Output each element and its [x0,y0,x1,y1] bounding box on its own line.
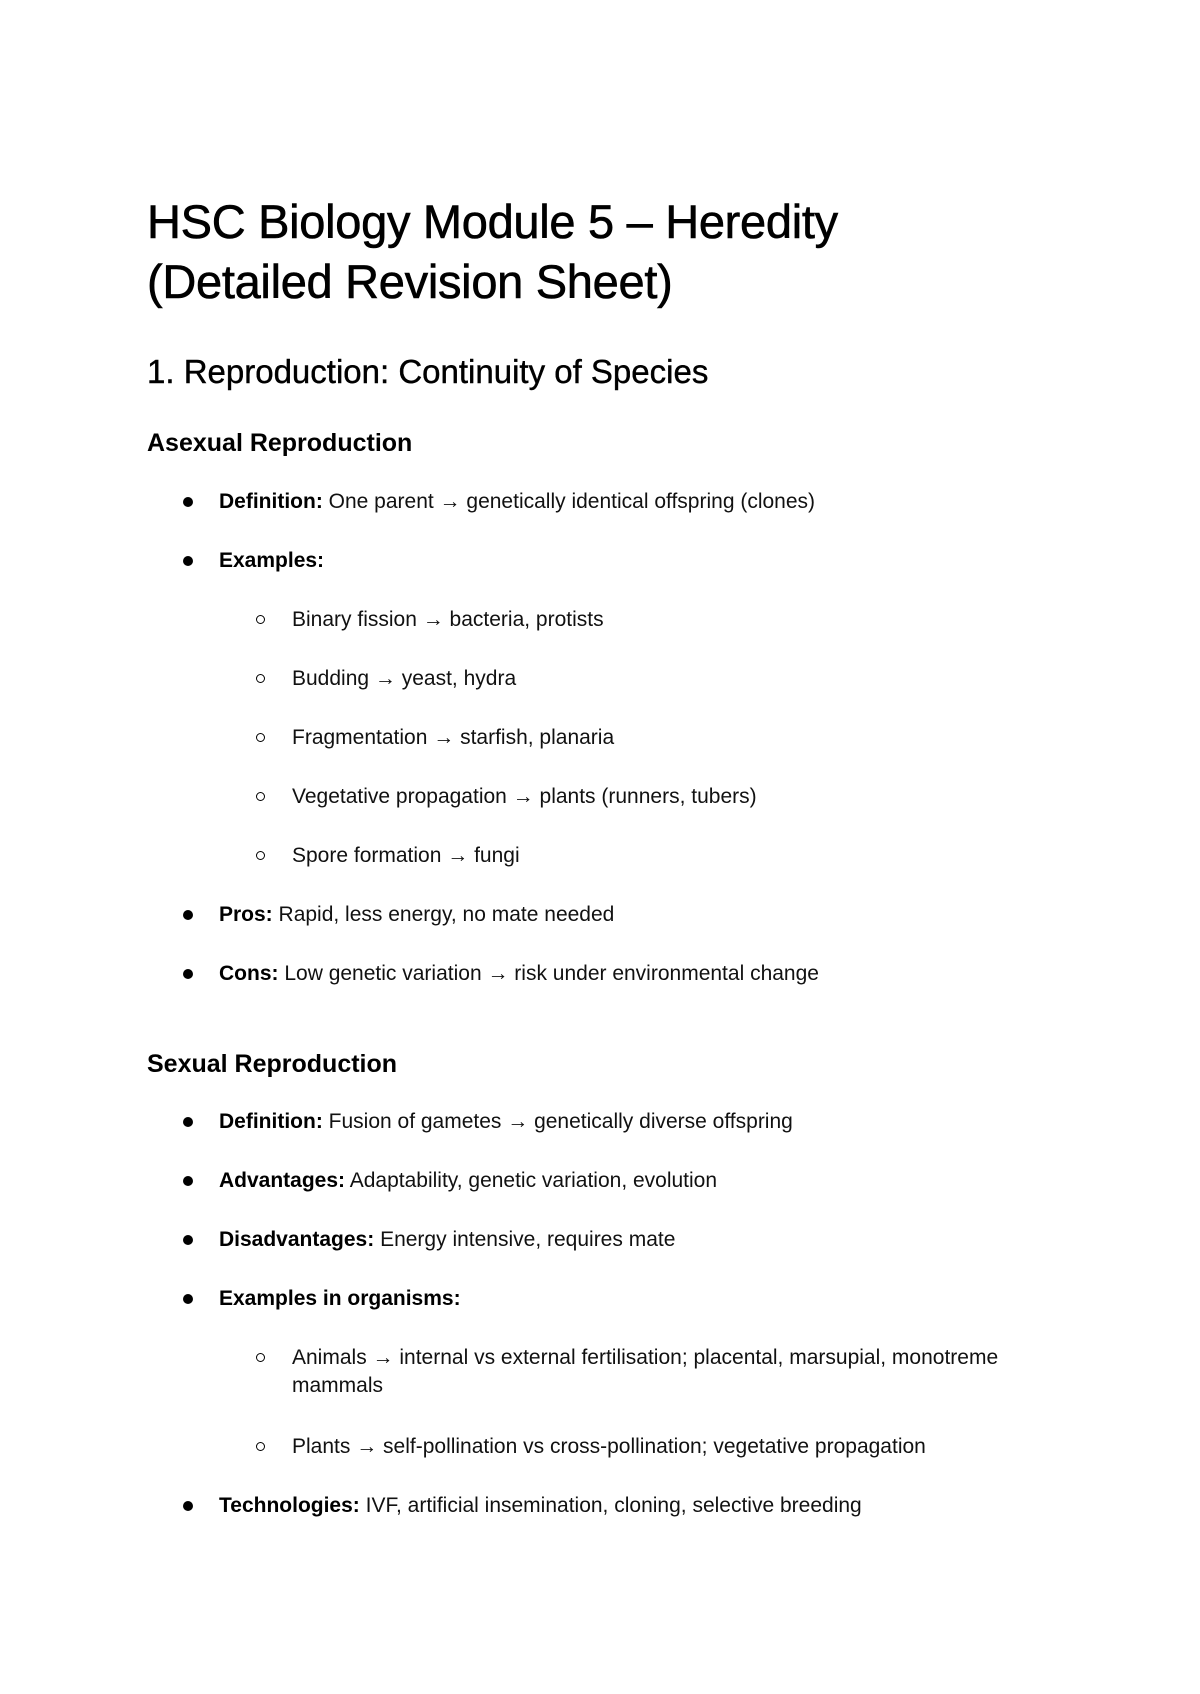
bullet-icon [183,910,193,920]
item-text: Energy intensive, requires mate [374,1228,676,1251]
bullet-icon [183,969,193,979]
bullet-icon [183,1294,193,1304]
item-label: Pros: [219,903,273,926]
item-label: Disadvantages: [219,1228,375,1251]
title-line-2: (Detailed Revision Sheet) [147,255,673,308]
item-label: Examples in organisms: [219,1287,461,1310]
item-text: Fusion of gametes → genetically diverse offspring [322,1110,793,1133]
section-heading-reproduction: 1. Reproduction: Continuity of Species [147,353,709,390]
list-item: Binary fission → bacteria, protists [292,608,604,631]
circle-bullet-icon [256,674,265,683]
circle-bullet-icon [256,615,265,624]
subheading-asexual: Asexual Reproduction [147,429,413,457]
list-item: Spore formation → fungi [292,844,520,867]
bullet-icon [183,1235,193,1245]
list-item: Vegetative propagation → plants (runners, tubers) [292,785,757,808]
item-label: Examples: [219,549,325,572]
title-line-1: HSC Biology Module 5 – Heredity [147,195,838,248]
item-label: Cons: [219,962,279,985]
circle-bullet-icon [256,733,265,742]
list-item: Budding → yeast, hydra [292,667,517,690]
subheading-sexual: Sexual Reproduction [147,1050,398,1078]
item-text: Adaptability, genetic variation, evolution [345,1169,718,1192]
document-title [147,192,838,312]
list-item-asexual-cons [219,960,1069,988]
item-label: Advantages: [219,1169,346,1192]
list-item-sexual-examples [219,1285,1069,1313]
list-item-asexual-pros [219,901,1069,929]
list-item-sexual-disadvantages [219,1226,1069,1254]
circle-bullet-icon [256,851,265,860]
item-text: Low genetic variation → risk under environmental change [278,962,819,985]
bullet-icon [183,1176,193,1186]
list-item: Plants → self-pollination vs cross-pollination; vegetative propagation [292,1435,926,1458]
item-text: Rapid, less energy, no mate needed [272,903,615,926]
list-item-sexual-technologies [219,1492,1069,1520]
bullet-icon [183,1117,193,1127]
list-item-asexual-definition [219,488,1069,516]
circle-bullet-icon [256,1353,265,1362]
item-label: Definition: [219,490,323,513]
item-label: Technologies: [219,1494,360,1517]
list-item-sexual-advantages [219,1167,1069,1195]
list-item-asexual-examples [219,547,1069,575]
document-page [147,0,1077,1694]
list-item: Fragmentation → starfish, planaria [292,726,615,749]
bullet-icon [183,556,193,566]
circle-bullet-icon [256,1442,265,1451]
list-item: Animals → internal vs external fertilisation; placental, marsupial, monotreme mammals [292,1346,999,1397]
list-item-sexual-definition [219,1108,1069,1136]
bullet-icon [183,1501,193,1511]
circle-bullet-icon [256,792,265,801]
item-text: One parent → genetically identical offspring (clones) [322,490,816,513]
bullet-icon [183,497,193,507]
item-label: Definition: [219,1110,323,1133]
item-text: IVF, artificial insemination, cloning, selective breeding [359,1494,862,1517]
